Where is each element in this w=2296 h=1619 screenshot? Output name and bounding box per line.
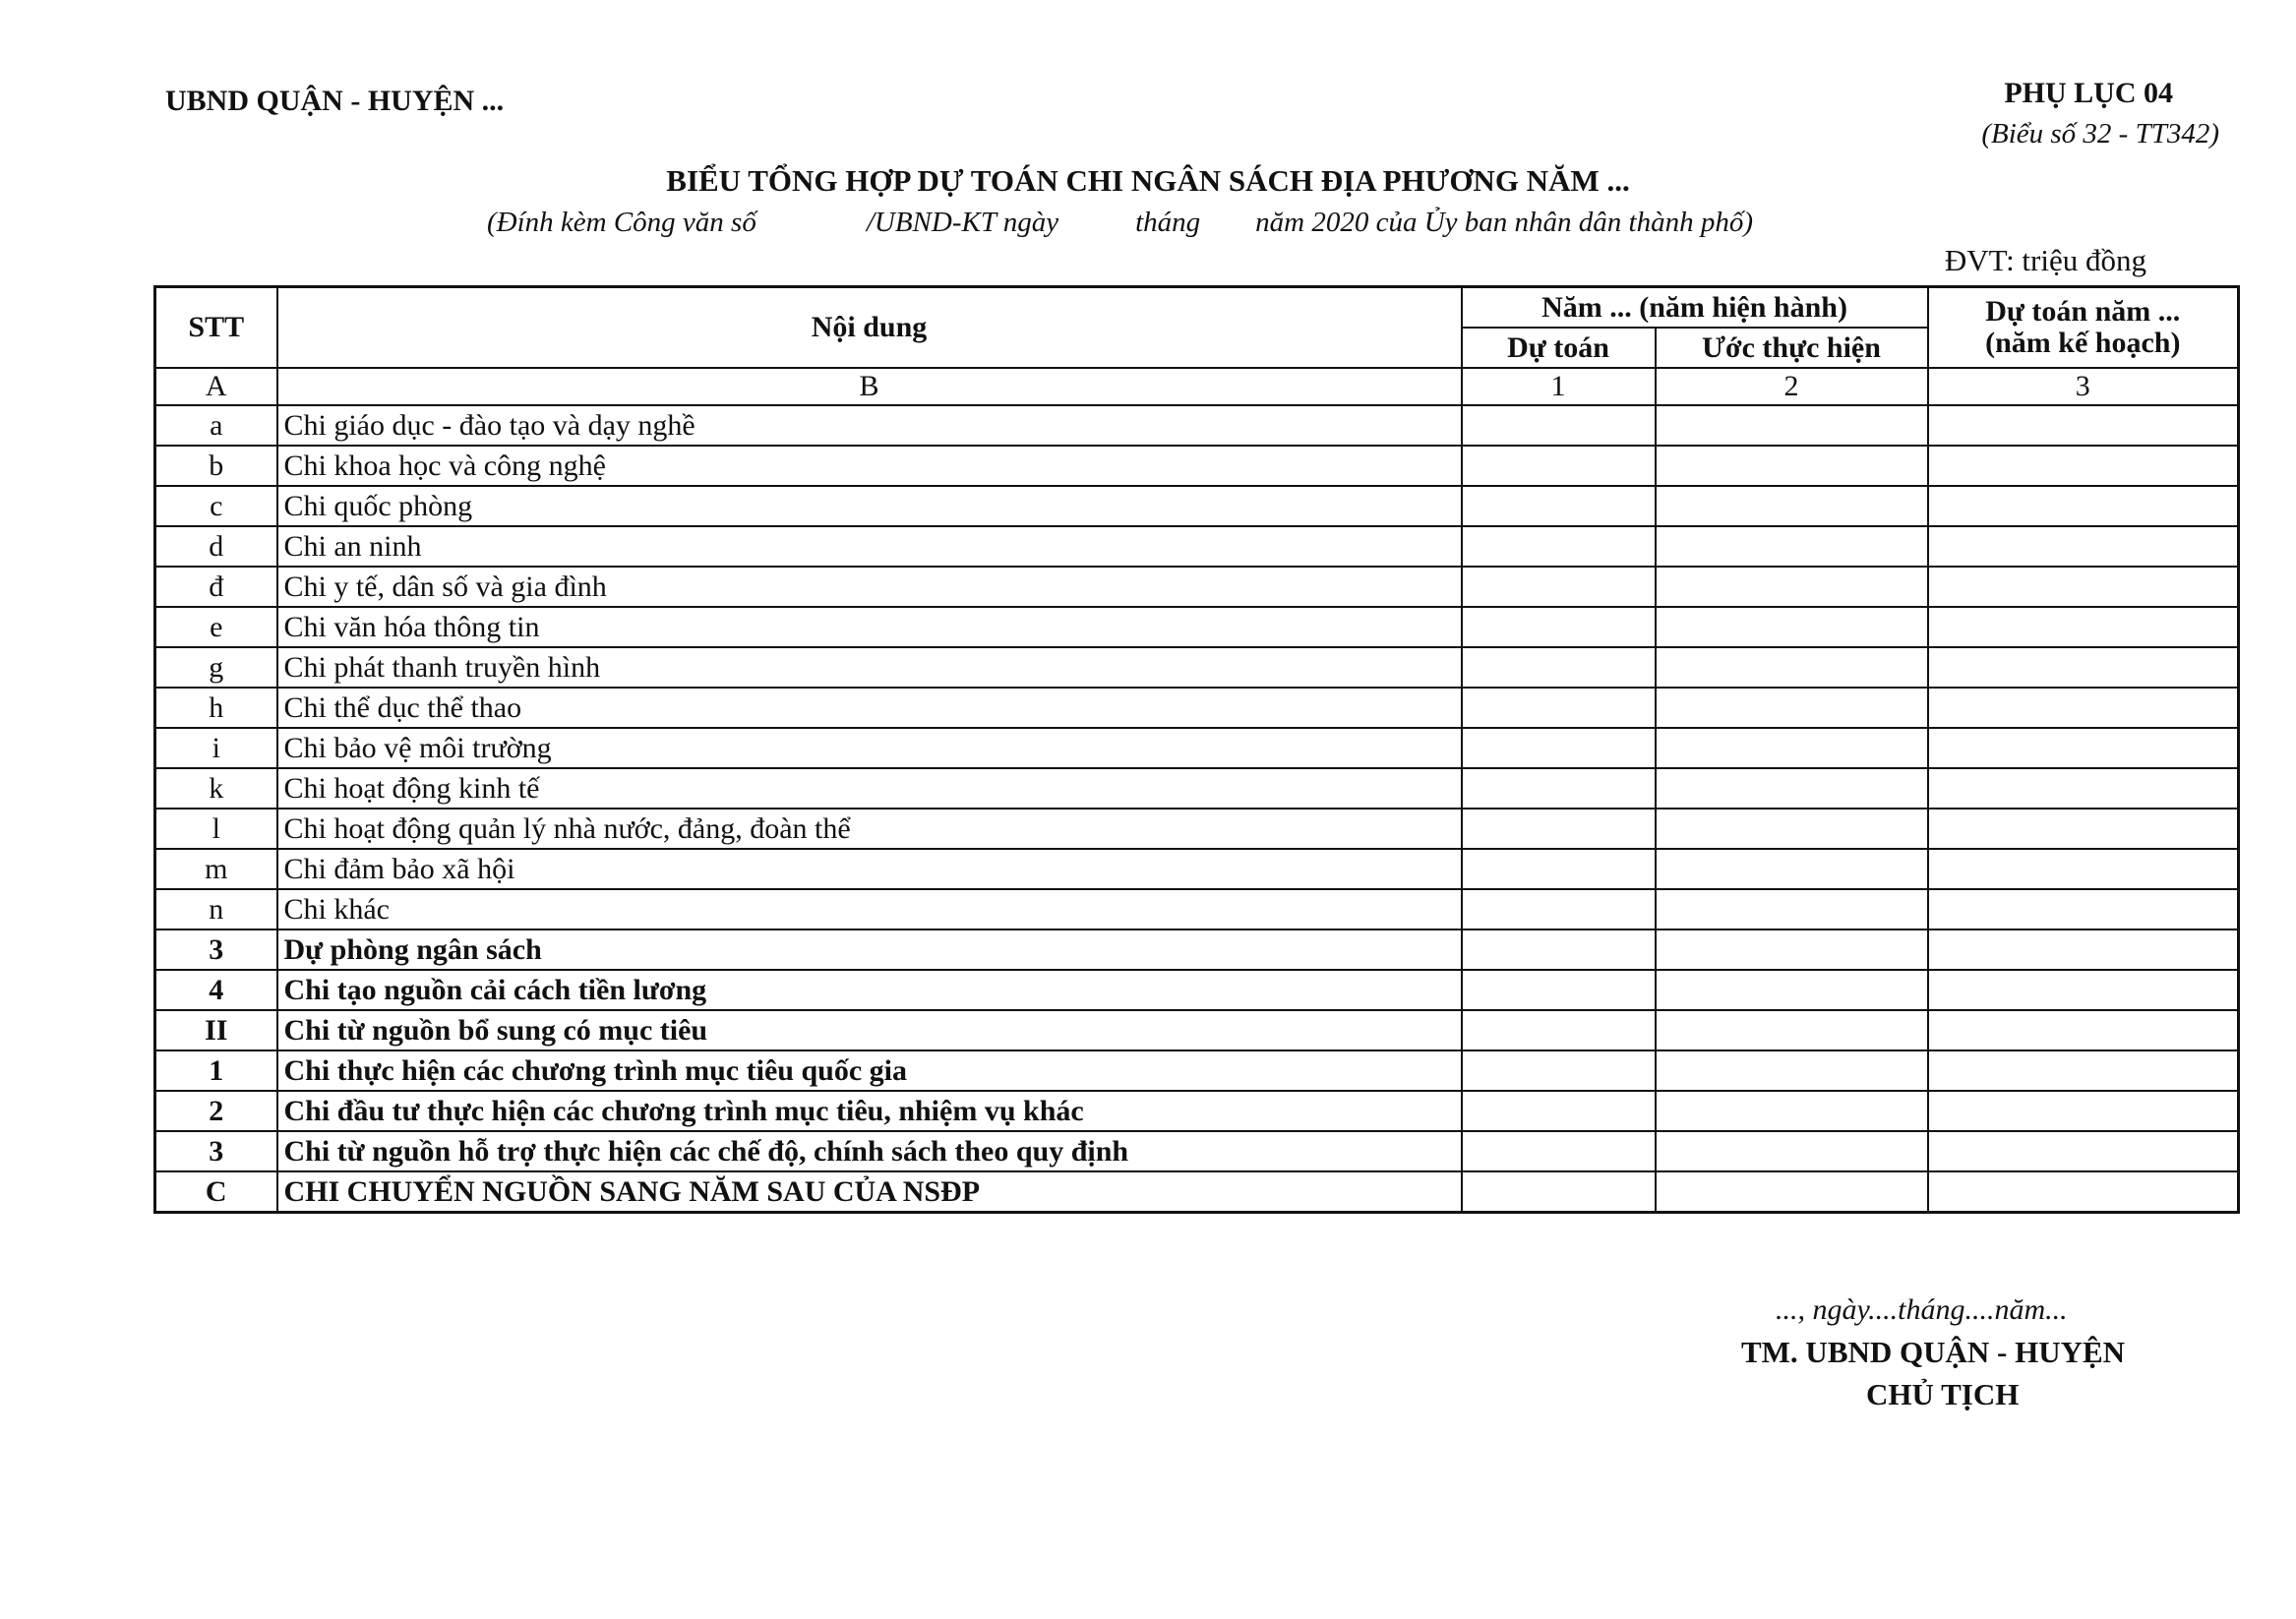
cell-actual <box>1656 526 1928 567</box>
subtitle-part-2: /UBND-KT ngày <box>866 207 1059 238</box>
table-row <box>155 647 2239 688</box>
row-content: Chi tạo nguồn cải cách tiền lương <box>277 970 1462 1010</box>
table-row <box>155 929 2239 970</box>
row-content: Chi thể dục thể thao <box>277 688 1462 728</box>
table-row <box>155 1171 2239 1213</box>
cell-estimate <box>1462 1091 1656 1131</box>
row-stt: e <box>155 607 277 647</box>
cell-estimate <box>1462 809 1656 849</box>
cell-plan <box>1928 526 2239 567</box>
row-content: Chi giáo dục - đào tạo và dạy nghề <box>277 405 1462 446</box>
subtitle-part-3: tháng <box>1135 207 1201 238</box>
cell-estimate <box>1462 768 1656 809</box>
cell-plan <box>1928 647 2239 688</box>
row-content: Chi hoạt động kinh tế <box>277 768 1462 809</box>
document-title: BIỂU TỔNG HỢP DỰ TOÁN CHI NGÂN SÁCH ĐỊA PHƯƠNG NĂM ... <box>666 163 1630 198</box>
subtitle-part-4: năm 2020 của Ủy ban nhân dân thành phố) <box>1255 207 1753 238</box>
cell-actual <box>1656 647 1928 688</box>
row-stt: l <box>155 809 277 849</box>
row-content: Chi hoạt động quản lý nhà nước, đảng, đoàn thể <box>277 809 1462 849</box>
cell-plan <box>1928 607 2239 647</box>
row-content: Chi bảo vệ môi trường <box>277 728 1462 768</box>
table-row <box>155 1091 2239 1131</box>
index-cell: 2 <box>1656 368 1928 405</box>
row-stt: 4 <box>155 970 277 1010</box>
cell-actual <box>1656 1131 1928 1171</box>
header-stt: STT <box>155 287 277 369</box>
table-row <box>155 486 2239 526</box>
cell-actual <box>1656 809 1928 849</box>
cell-actual <box>1656 1010 1928 1050</box>
signature-org: TM. UBND QUẬN - HUYỆN <box>1741 1335 2126 1369</box>
row-stt: m <box>155 849 277 889</box>
cell-actual <box>1656 486 1928 526</box>
cell-plan <box>1928 486 2239 526</box>
cell-estimate <box>1462 728 1656 768</box>
cell-plan <box>1928 567 2239 607</box>
cell-actual <box>1656 849 1928 889</box>
cell-plan <box>1928 1050 2239 1091</box>
cell-estimate <box>1462 929 1656 970</box>
row-stt: h <box>155 688 277 728</box>
row-stt: a <box>155 405 277 446</box>
row-content: Chi khác <box>277 889 1462 929</box>
cell-estimate <box>1462 688 1656 728</box>
cell-plan <box>1928 970 2239 1010</box>
cell-estimate <box>1462 526 1656 567</box>
cell-estimate <box>1462 647 1656 688</box>
table-row <box>155 809 2239 849</box>
index-cell: B <box>277 368 1462 405</box>
row-content: Chi thực hiện các chương trình mục tiêu quốc gia <box>277 1050 1462 1091</box>
table-row <box>155 405 2239 446</box>
cell-plan <box>1928 849 2239 889</box>
row-content: Chi quốc phòng <box>277 486 1462 526</box>
cell-actual <box>1656 1091 1928 1131</box>
index-cell: 1 <box>1462 368 1656 405</box>
table-row <box>155 1050 2239 1091</box>
cell-plan <box>1928 1091 2239 1131</box>
row-stt: k <box>155 768 277 809</box>
row-content: Chi phát thanh truyền hình <box>277 647 1462 688</box>
cell-estimate <box>1462 405 1656 446</box>
cell-estimate <box>1462 970 1656 1010</box>
row-content: Chi đầu tư thực hiện các chương trình mục tiêu, nhiệm vụ khác <box>277 1091 1462 1131</box>
index-cell: 3 <box>1928 368 2239 405</box>
row-stt: 3 <box>155 1131 277 1171</box>
cell-estimate <box>1462 849 1656 889</box>
cell-estimate <box>1462 889 1656 929</box>
cell-actual <box>1656 405 1928 446</box>
row-stt: 3 <box>155 929 277 970</box>
cell-actual <box>1656 1050 1928 1091</box>
cell-plan <box>1928 1171 2239 1213</box>
cell-estimate <box>1462 607 1656 647</box>
header-plan-year <box>1928 287 2239 369</box>
cell-actual <box>1656 929 1928 970</box>
row-content: Chi từ nguồn hỗ trợ thực hiện các chế độ, chính sách theo quy định <box>277 1131 1462 1171</box>
cell-estimate <box>1462 446 1656 486</box>
cell-plan <box>1928 929 2239 970</box>
row-content: Chi an ninh <box>277 526 1462 567</box>
table-row <box>155 446 2239 486</box>
row-stt: i <box>155 728 277 768</box>
row-stt: đ <box>155 567 277 607</box>
row-content: Chi văn hóa thông tin <box>277 607 1462 647</box>
cell-estimate <box>1462 567 1656 607</box>
table-row <box>155 1010 2239 1050</box>
row-stt: n <box>155 889 277 929</box>
row-stt: b <box>155 446 277 486</box>
unit-label: ĐVT: triệu đồng <box>1944 243 2146 277</box>
cell-plan <box>1928 688 2239 728</box>
document-subtitle <box>487 207 1753 239</box>
table-row <box>155 1131 2239 1171</box>
row-stt: g <box>155 647 277 688</box>
cell-plan <box>1928 728 2239 768</box>
row-content: Chi y tế, dân số và gia đình <box>277 567 1462 607</box>
header-plan-line-2: (năm kế hoạch) <box>1985 327 2181 359</box>
appendix-title: PHỤ LỤC 04 <box>2004 77 2173 109</box>
cell-plan <box>1928 1131 2239 1171</box>
cell-plan <box>1928 768 2239 809</box>
cell-plan <box>1928 1010 2239 1050</box>
appendix-subtitle: (Biểu số 32 - TT342) <box>1981 118 2219 150</box>
cell-estimate <box>1462 1050 1656 1091</box>
row-stt: d <box>155 526 277 567</box>
subtitle-part-1: (Đính kèm Công văn số <box>487 207 756 238</box>
row-stt: 2 <box>155 1091 277 1131</box>
row-content: Chi từ nguồn bổ sung có mục tiêu <box>277 1010 1462 1050</box>
cell-actual <box>1656 768 1928 809</box>
index-cell: A <box>155 368 277 405</box>
table-row <box>155 728 2239 768</box>
signature-title: CHỦ TỊCH <box>1866 1377 2020 1411</box>
row-stt: C <box>155 1171 277 1213</box>
cell-plan <box>1928 889 2239 929</box>
table-row <box>155 849 2239 889</box>
cell-actual <box>1656 889 1928 929</box>
header-actual: Ước thực hiện <box>1656 328 1928 368</box>
table-row <box>155 526 2239 567</box>
org-header: UBND QUẬN - HUYỆN ... <box>165 85 505 117</box>
cell-actual <box>1656 1171 1928 1213</box>
table-row <box>155 970 2239 1010</box>
table-row <box>155 889 2239 929</box>
row-content: CHI CHUYỂN NGUỒN SANG NĂM SAU CỦA NSĐP <box>277 1171 1462 1213</box>
cell-plan <box>1928 446 2239 486</box>
index-row <box>155 368 2239 405</box>
row-content: Chi khoa học và công nghệ <box>277 446 1462 486</box>
row-stt: II <box>155 1010 277 1050</box>
cell-actual <box>1656 688 1928 728</box>
header-plan-line-1: Dự toán năm ... <box>1985 295 2181 328</box>
cell-estimate <box>1462 1131 1656 1171</box>
cell-plan <box>1928 405 2239 446</box>
cell-actual <box>1656 567 1928 607</box>
table-row <box>155 688 2239 728</box>
row-stt: 1 <box>155 1050 277 1091</box>
signature-date-line: ..., ngày....tháng....năm... <box>1776 1293 2068 1326</box>
table-row <box>155 567 2239 607</box>
cell-actual <box>1656 607 1928 647</box>
cell-estimate <box>1462 1010 1656 1050</box>
budget-table <box>153 285 2240 1214</box>
row-content: Dự phòng ngân sách <box>277 929 1462 970</box>
cell-estimate <box>1462 1171 1656 1213</box>
cell-actual <box>1656 446 1928 486</box>
row-content: Chi đảm bảo xã hội <box>277 849 1462 889</box>
row-stt: c <box>155 486 277 526</box>
cell-estimate <box>1462 486 1656 526</box>
header-current-year: Năm ... (năm hiện hành) <box>1462 287 1928 329</box>
cell-plan <box>1928 809 2239 849</box>
header-content: Nội dung <box>277 287 1462 369</box>
table-row <box>155 768 2239 809</box>
cell-actual <box>1656 970 1928 1010</box>
header-estimate: Dự toán <box>1462 328 1656 368</box>
table-row <box>155 607 2239 647</box>
cell-actual <box>1656 728 1928 768</box>
